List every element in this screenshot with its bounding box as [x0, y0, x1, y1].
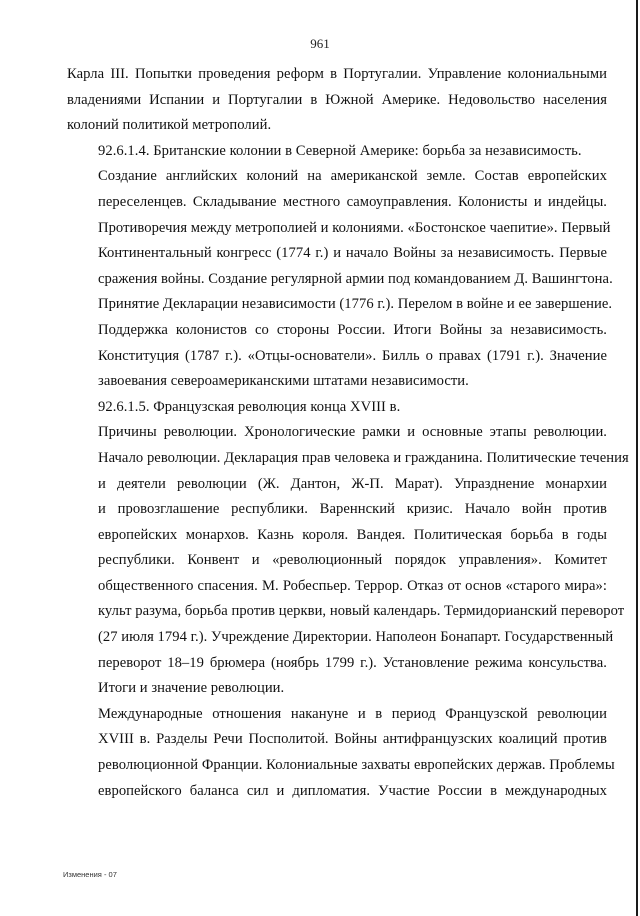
text-line: республики. Конвент и «революционный порядок управления». Комитет: [98, 552, 607, 569]
text-line: 92.6.1.5. Французская революция конца XVIII в.: [98, 398, 401, 415]
text-line: европейского баланса сил и дипломатия. Участие России в международных: [98, 782, 607, 799]
text-line: 92.6.1.4. Британские колонии в Северной Америке: борьба за независимость.: [98, 142, 582, 159]
text-line: и деятели революции (Ж. Дантон, Ж-П. Марат). Упразднение монархии: [98, 475, 607, 492]
text-line: культ разума, борьба против церкви, новый календарь. Термидорианский переворот: [98, 603, 625, 620]
text-line: сражения войны. Создание регулярной армии под командованием Д. Вашингтона.: [98, 270, 613, 287]
text-line: Причины революции. Хронологические рамки и основные этапы революции.: [98, 424, 607, 441]
text-line: колоний политикой метрополий.: [67, 117, 272, 134]
footer-note: Изменения - 07: [63, 870, 117, 879]
text-line: Карла III. Попытки проведения реформ в Португалии. Управление колониальными: [67, 66, 607, 82]
text-line: Международные отношения накануне и в период Французской революции: [98, 705, 607, 722]
text-line: Конституция (1787 г.). «Отцы-основатели». Билль о правах (1791 г.). Значение: [98, 347, 607, 364]
text-line: завоевания североамериканскими штатами независимости.: [98, 373, 469, 390]
text-line: переворот 18–19 брюмера (ноябрь 1799 г.). Установление режима консульства.: [98, 654, 607, 671]
paragraph: [67, 139, 607, 165]
paragraph: [67, 420, 629, 702]
text-line: Начало революции. Декларация прав человека и гражданина. Политические течения: [98, 449, 629, 466]
text-line: владениями Испании и Португалии в Южной Америке. Недовольство населения: [67, 91, 607, 108]
text-line: XVIII в. Разделы Речи Посполитой. Войны антифранцузских коалиций против: [98, 731, 607, 748]
page-number: 961: [310, 36, 330, 51]
text-line: Итоги и значение революции.: [98, 680, 285, 697]
text-line: Континентальный конгресс (1774 г.) и начало Войны за независимость. Первые: [98, 245, 607, 262]
text-line: и провозглашение республики. Вареннский кризис. Начало войн против: [98, 501, 607, 518]
text-line: переселенцев. Складывание местного самоуправления. Колонисты и индейцы.: [98, 193, 607, 210]
paragraph: [67, 164, 613, 394]
text-line: революционной Франции. Колониальные захваты европейских держав. Проблемы: [98, 757, 615, 774]
text-line: европейских монархов. Казнь короля. Вандея. Политическая борьба в годы: [98, 526, 607, 543]
text-line: общественного спасения. М. Робеспьер. Террор. Отказ от основ «старого мира»:: [98, 577, 607, 594]
scan-edge: [636, 0, 638, 916]
text-line: Противоречия между метрополией и колониями. «Бостонское чаепитие». Первый: [98, 219, 611, 236]
text-line: (27 июля 1794 г.). Учреждение Директории. Наполеон Бонапарт. Государственный: [98, 629, 614, 646]
text-line: Поддержка колонистов со стороны России. Итоги Войны за независимость.: [98, 321, 607, 338]
text-line: Создание английских колоний на американской земле. Состав европейских: [98, 168, 607, 185]
text-line: Принятие Декларации независимости (1776 г.). Перелом в войне и ее завершение.: [98, 296, 613, 313]
paragraph: [67, 395, 607, 421]
body-text: [67, 62, 629, 804]
paragraph: [67, 62, 607, 139]
paragraph: [67, 702, 615, 804]
